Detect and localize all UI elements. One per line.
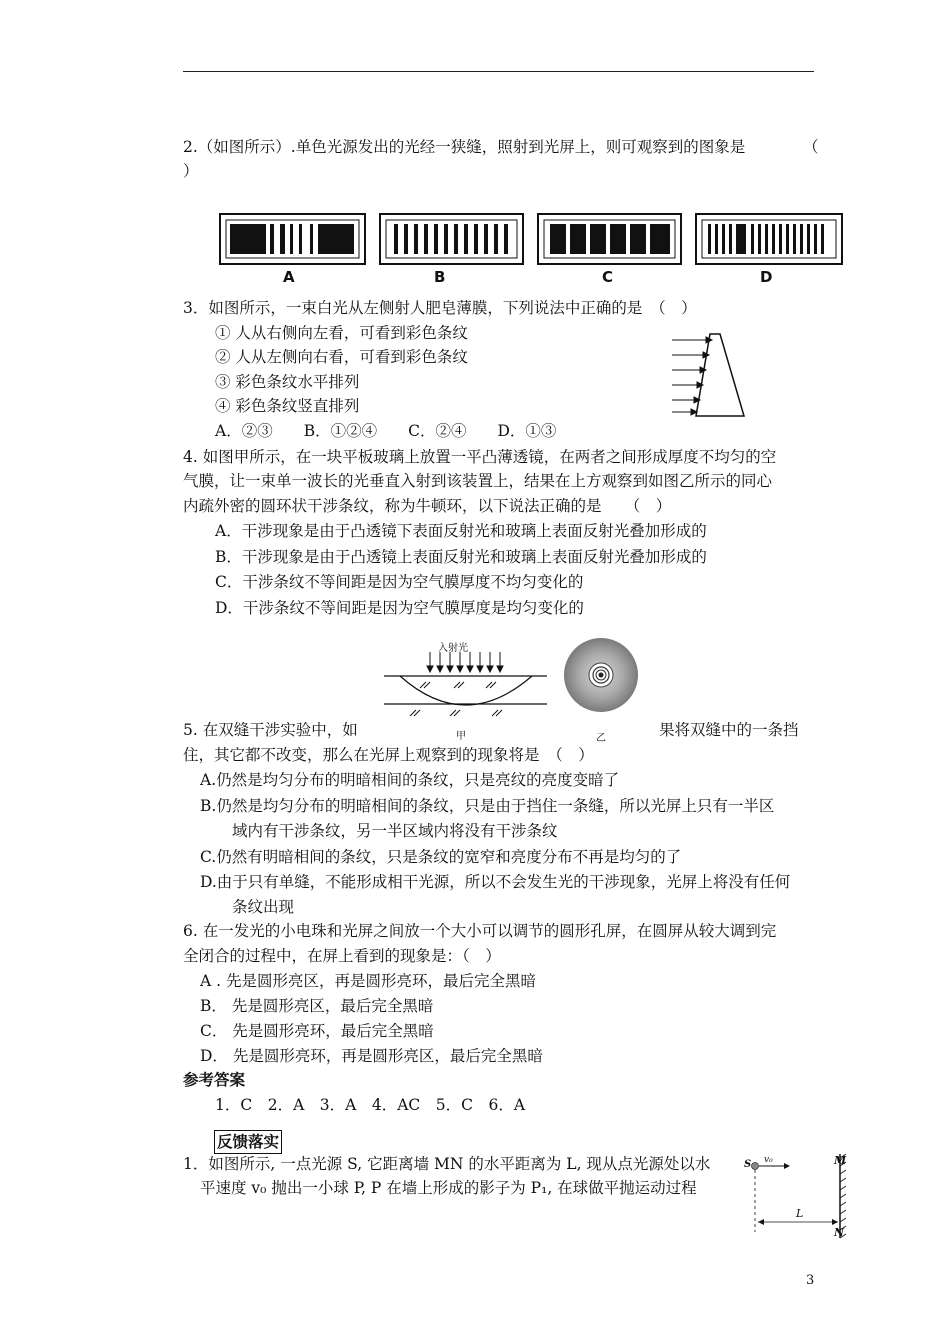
q4-fig-jia-label: 甲 — [456, 731, 466, 742]
q6-option-a: A . 先是圆形亮区，再是圆形亮环，最后完全黑暗 — [200, 972, 536, 990]
q3-stem: 3．如图所示，一束白光从左侧射人肥皂薄膜，下列说法中正确的是 （ ） — [183, 299, 697, 317]
page-number: 3 — [806, 1273, 815, 1288]
q4-stem-line1: 4. 如图甲所示，在一块平板玻璃上放置一平凸薄透镜，在两者之间形成厚度不均匀的空 — [183, 448, 777, 466]
header-rule — [183, 71, 814, 72]
q4-option-d: D．干涉条纹不等间距是因为空气膜厚度是均匀变化的 — [215, 599, 584, 617]
feedback-fig-s-label: S — [744, 1159, 752, 1170]
q6-stem-line2: 全闭合的过程中，在屏上看到的现象是：（ ） — [183, 947, 501, 965]
q5-stem-line2: 住，其它都不改变，那么在光屏上观察到的现象将是 （ ） — [183, 746, 594, 764]
answers-text: 1．C 2．A 3．A 4．AC 5．C 6．A — [215, 1096, 526, 1114]
q2-option-d: D — [760, 268, 773, 286]
answers-title: 参考答案 — [183, 1070, 246, 1089]
q6-option-c: C． 先是圆形亮环，最后完全黑暗 — [200, 1022, 434, 1040]
feedback-q1-line1: 1．如图所示, 一点光源 S, 它距离墙 MN 的水平距离为 L, 现从点光源处以水 — [183, 1155, 711, 1173]
q5-stem-line1a: 5. 在双缝干涉实验中，如 — [183, 721, 358, 739]
q4-option-b: B．干涉现象是由于凸透镜上表面反射光和玻璃上表面反射光叠加形成的 — [215, 548, 707, 566]
q4-option-c: C．干涉条纹不等间距是因为空气膜厚度不均匀变化的 — [215, 573, 584, 591]
q6-option-d: D． 先是圆形亮环，再是圆形亮区，最后完全黑暗 — [200, 1047, 543, 1065]
q3-item-4: ④ 彩色条纹竖直排列 — [215, 397, 360, 415]
feedback-title: 反馈落实 — [214, 1130, 282, 1154]
q5-option-b-cont: 域内有干涉条纹，另一半区域内将没有干涉条纹 — [232, 822, 558, 840]
q4-fig-incident-label: 入射光 — [438, 643, 468, 654]
q4-fig-yi-label: 乙 — [596, 733, 606, 744]
feedback-fig-n-label: N — [834, 1226, 845, 1239]
q3-item-3: ③ 彩色条纹水平排列 — [215, 373, 360, 391]
q4-stem-line3: 内疏外密的圆环状干涉条纹，称为牛顿环，以下说法正确的是 （ ） — [183, 497, 672, 515]
feedback-fig-v0-label: v₀ — [764, 1155, 773, 1165]
q5-option-b: B.仍然是均匀分布的明暗相间的条纹，只是由于挡住一条缝，所以光屏上只有一半区 — [200, 797, 775, 815]
q5-option-d: D.由于只有单缝，不能形成相干光源，所以不会发生光的干涉现象，光屏上将没有任何 — [200, 873, 791, 891]
q6-stem-line1: 6. 在一发光的小电珠和光屏之间放一个大小可以调节的圆形孔屏，在圆屏从较大调到完 — [183, 922, 777, 940]
q2-stem: 2.（如图所示）.单色光源发出的光经一狭缝，照射到光屏上，则可观察到的图象是 — [183, 138, 746, 156]
q4-newton-rings-figure — [562, 636, 642, 716]
q3-choices: A．②③ B．①②④ C．②④ D．①③ — [215, 422, 557, 440]
q2-option-c: C — [602, 268, 614, 286]
q2-fringe-patterns — [218, 210, 848, 290]
q2-paren-close: ） — [183, 162, 199, 180]
feedback-q1-line2: 平速度 v₀ 抛出一小球 P, P 在墙上形成的影子为 P₁, 在球做平抛运动过程 — [200, 1179, 697, 1197]
q2-option-a: A — [283, 268, 295, 286]
feedback-fig-m-label: M — [834, 1154, 847, 1167]
q3-item-1: ① 人从右侧向左看，可看到彩色条纹 — [215, 324, 468, 342]
q5-stem-line1b: 果将双缝中的一条挡 — [659, 721, 799, 739]
q5-option-c: C.仍然有明暗相间的条纹，只是条纹的宽窄和亮度分布不再是均匀的了 — [200, 848, 682, 866]
q5-option-a: A.仍然是均匀分布的明暗相间的条纹，只是亮纹的亮度变暗了 — [200, 771, 620, 789]
q5-option-d-cont: 条纹出现 — [232, 898, 295, 916]
q4-option-a: A．干涉现象是由于凸透镜下表面反射光和玻璃上表面反射光叠加形成的 — [215, 522, 707, 540]
q2-option-b: B — [434, 268, 446, 286]
q4-stem-line2: 气膜，让一束单一波长的光垂直入射到该装置上，结果在上方观察到如图乙所示的同心 — [183, 472, 773, 490]
feedback-fig-l-label: L — [796, 1207, 804, 1220]
q3-item-2: ② 人从左侧向右看，可看到彩色条纹 — [215, 348, 468, 366]
q2-paren-open: （ — [803, 138, 819, 156]
q3-soap-film-figure — [668, 330, 748, 420]
q6-option-b: B． 先是圆形亮区，最后完全黑暗 — [200, 997, 434, 1015]
